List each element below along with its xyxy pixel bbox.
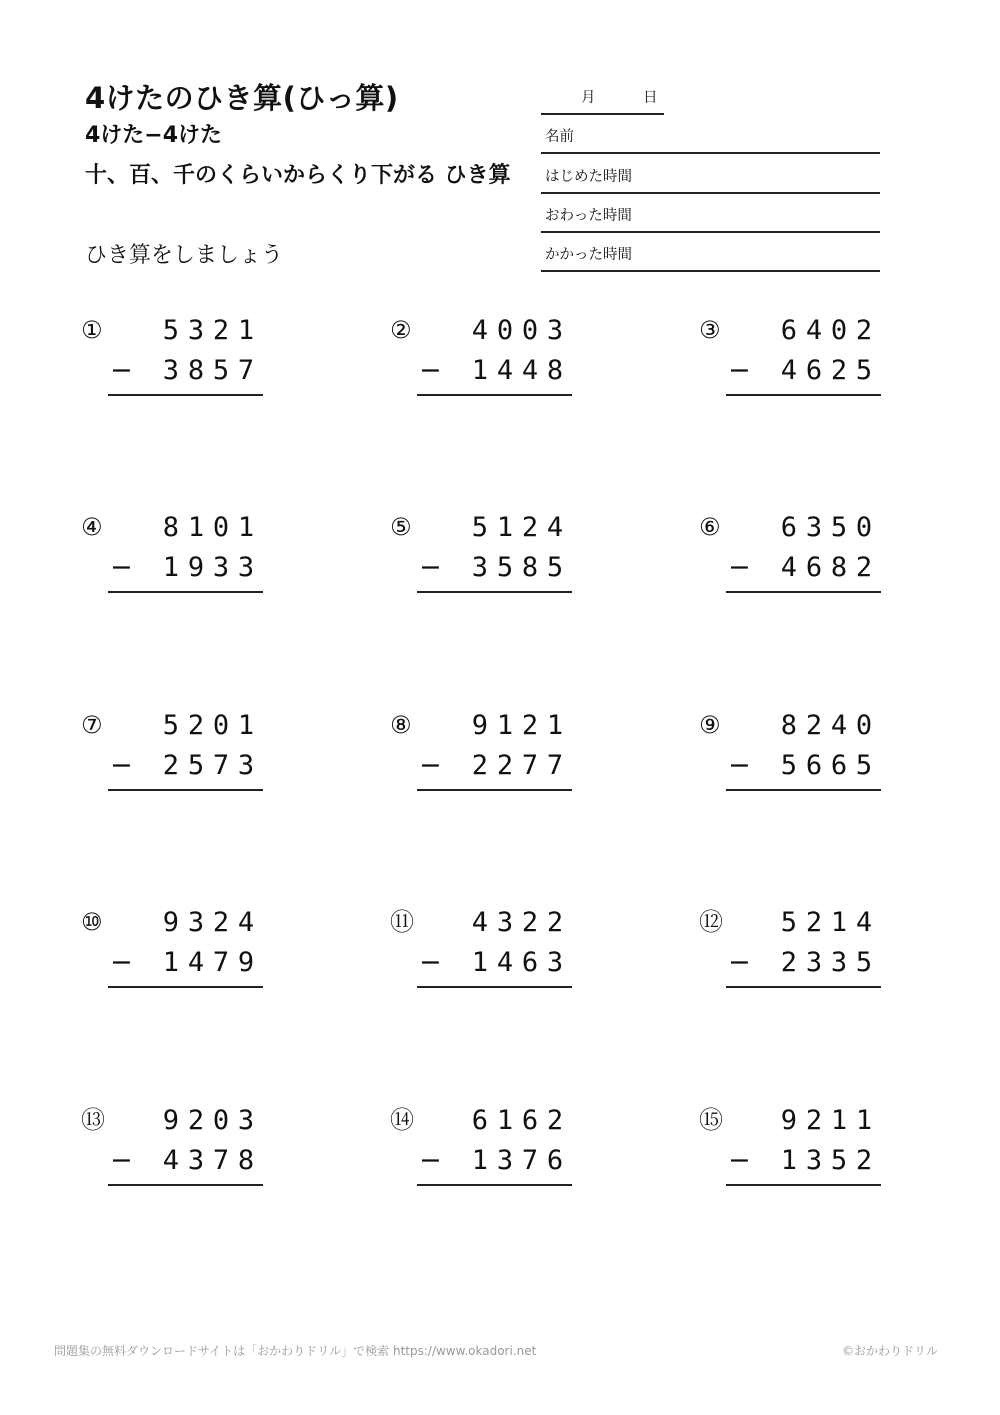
name-field[interactable] — [541, 115, 880, 154]
problem — [699, 315, 881, 405]
minus-sign: − — [419, 750, 442, 781]
minus-sign: − — [728, 355, 751, 386]
minus-sign: − — [110, 355, 133, 386]
problem-number: ⑫ — [699, 908, 723, 936]
spent-time-field[interactable] — [541, 233, 880, 272]
minus-sign: − — [728, 1145, 751, 1176]
problem — [81, 512, 263, 602]
problem-number: ⑪ — [390, 908, 414, 936]
problem-number: ⑬ — [81, 1106, 105, 1134]
minus-sign: − — [728, 552, 751, 583]
minuend: 5201 — [162, 710, 263, 741]
problem — [699, 1105, 881, 1195]
problem — [81, 710, 263, 800]
worksheet-title: 4けたのひき算(ひっ算) — [85, 81, 399, 115]
problem — [699, 907, 881, 997]
problem — [390, 710, 572, 800]
subtrahend: 2277 — [471, 750, 572, 781]
minuend: 6350 — [780, 512, 881, 543]
minus-sign: − — [728, 947, 751, 978]
minus-sign: − — [110, 750, 133, 781]
start-time-label: はじめた時間 — [545, 169, 632, 185]
problem-number: ⑭ — [390, 1106, 414, 1134]
subtrahend: 1352 — [780, 1145, 881, 1176]
footer-site-note: 問題集の無料ダウンロードサイトは「おかわりドリル」で検索 https://www.okadori.net — [54, 1344, 537, 1358]
minuend: 8240 — [780, 710, 881, 741]
minuend: 8101 — [162, 512, 263, 543]
day-label: 日 — [643, 90, 658, 106]
answer-line[interactable] — [108, 1184, 263, 1186]
answer-line[interactable] — [726, 394, 881, 396]
answer-line[interactable] — [726, 789, 881, 791]
problem-number: ② — [390, 316, 412, 344]
problem — [390, 512, 572, 602]
problem-number: ⑩ — [81, 908, 103, 936]
minus-sign: − — [419, 947, 442, 978]
problem — [81, 907, 263, 997]
minuend: 5321 — [162, 315, 263, 346]
footer-copyright: ©おかわりドリル — [841, 1344, 938, 1358]
answer-line[interactable] — [417, 789, 572, 791]
problem-number: ① — [81, 316, 103, 344]
worksheet-subtitle: 4けた−4けた — [85, 123, 223, 148]
problem-number: ⑦ — [81, 711, 103, 739]
minuend: 5124 — [471, 512, 572, 543]
problem-number: ③ — [699, 316, 721, 344]
problem — [390, 907, 572, 997]
date-field[interactable] — [541, 76, 664, 115]
subtrahend: 4378 — [162, 1145, 263, 1176]
subtrahend: 5665 — [780, 750, 881, 781]
minus-sign: − — [728, 750, 751, 781]
minus-sign: − — [419, 1145, 442, 1176]
minuend: 4322 — [471, 907, 572, 938]
answer-line[interactable] — [108, 591, 263, 593]
minus-sign: − — [110, 1145, 133, 1176]
problem — [81, 315, 263, 405]
problem-number: ④ — [81, 513, 103, 541]
problem-number: ⑧ — [390, 711, 412, 739]
answer-line[interactable] — [417, 986, 572, 988]
answer-line[interactable] — [417, 394, 572, 396]
minuend: 9121 — [471, 710, 572, 741]
subtrahend: 4625 — [780, 355, 881, 386]
problem-number: ⑨ — [699, 711, 721, 739]
subtrahend: 1479 — [162, 947, 263, 978]
minuend: 4003 — [471, 315, 572, 346]
problem — [390, 1105, 572, 1195]
minuend: 9203 — [162, 1105, 263, 1136]
answer-line[interactable] — [417, 1184, 572, 1186]
answer-line[interactable] — [108, 789, 263, 791]
end-time-field[interactable] — [541, 194, 880, 233]
month-label: 月 — [581, 90, 596, 106]
subtrahend: 2335 — [780, 947, 881, 978]
answer-line[interactable] — [726, 986, 881, 988]
problem — [699, 710, 881, 800]
minuend: 6402 — [780, 315, 881, 346]
problem — [390, 315, 572, 405]
subtrahend: 2573 — [162, 750, 263, 781]
minuend: 6162 — [471, 1105, 572, 1136]
minus-sign: − — [110, 552, 133, 583]
problem-number: ⑥ — [699, 513, 721, 541]
start-time-field[interactable] — [541, 155, 880, 194]
worksheet-subtitle-2: 十、百、千のくらいからくり下がる ひき算 — [85, 163, 511, 188]
subtrahend: 3857 — [162, 355, 263, 386]
minus-sign: − — [419, 355, 442, 386]
problem-number: ⑮ — [699, 1106, 723, 1134]
answer-line[interactable] — [108, 394, 263, 396]
minus-sign: − — [419, 552, 442, 583]
answer-line[interactable] — [726, 1184, 881, 1186]
subtrahend: 4682 — [780, 552, 881, 583]
instruction-text: ひき算をしましょう — [85, 243, 284, 268]
spent-time-label: かかった時間 — [545, 247, 632, 263]
problem — [699, 512, 881, 602]
minus-sign: − — [110, 947, 133, 978]
answer-line[interactable] — [108, 986, 263, 988]
name-label: 名前 — [545, 129, 574, 145]
end-time-label: おわった時間 — [545, 208, 632, 224]
subtrahend: 3585 — [471, 552, 572, 583]
subtrahend: 1463 — [471, 947, 572, 978]
subtrahend: 1448 — [471, 355, 572, 386]
minuend: 9211 — [780, 1105, 881, 1136]
subtrahend: 1376 — [471, 1145, 572, 1176]
subtrahend: 1933 — [162, 552, 263, 583]
problem — [81, 1105, 263, 1195]
problem-number: ⑤ — [390, 513, 412, 541]
minuend: 5214 — [780, 907, 881, 938]
minuend: 9324 — [162, 907, 263, 938]
answer-line[interactable] — [417, 591, 572, 593]
answer-line[interactable] — [726, 591, 881, 593]
